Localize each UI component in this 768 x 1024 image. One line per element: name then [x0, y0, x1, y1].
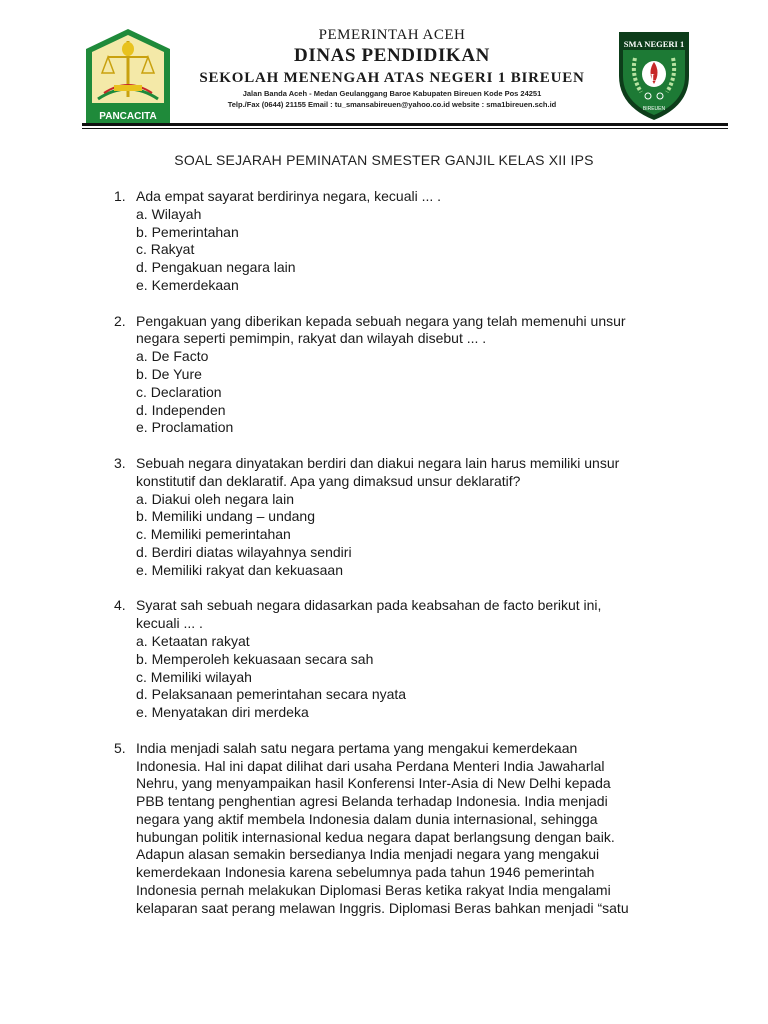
- question-text-line: Ada empat sayarat berdirinya negara, kecuali ... .: [136, 188, 442, 204]
- sma-negeri-1-shield-icon: [611, 26, 697, 122]
- question-text-line: India menjadi salah satu negara pertama yang mengakui kemerdekaan: [136, 739, 578, 756]
- answer-option: c. Declaration: [136, 383, 222, 400]
- school-contact: Telp./Fax (0644) 21155 Email : tu_smansabireuen@yahoo.co.id website : sma1bireuen.sch.id: [227, 100, 557, 109]
- answer-option: a. Ketaatan rakyat: [136, 632, 250, 649]
- answer-option: c. Rakyat: [136, 241, 195, 258]
- question-text-line: Syarat sah sebuah negara didasarkan pada keabsahan de facto berikut ini,: [136, 597, 602, 614]
- question-number: 4.: [114, 597, 126, 614]
- government-name: PEMERINTAH ACEH: [318, 27, 466, 43]
- question-item: [114, 740, 674, 918]
- letterhead: [0, 0, 768, 130]
- answer-option: d. Independen: [136, 401, 226, 418]
- pancacita-emblem-icon: [84, 27, 172, 123]
- question-text-line: Adapun alasan semakin bersedianya India menjadi negara yang mengakui: [136, 846, 600, 863]
- question-text-line: negara yang aktif membela Indonesia dalam dunia internasional, sehingga: [136, 810, 598, 827]
- letterhead-divider-thin: [82, 128, 728, 129]
- answer-option: e. Menyatakan diri merdeka: [136, 704, 309, 721]
- letterhead-divider-thick: [82, 123, 728, 126]
- question-body: [136, 313, 674, 438]
- letterhead-text: [180, 26, 604, 110]
- question-text-line: hubungan politik internasional kedua negara dapat berlangsung dengan baik.: [136, 828, 615, 845]
- answer-option: b. Pemerintahan: [136, 223, 239, 240]
- question-text-line: Nehru, yang menyampaikan hasil Konferensi Inter-Asia di New Delhi kepada: [136, 775, 611, 792]
- question-body: [136, 188, 674, 295]
- question-text-line: kemerdekaan Indonesia karena sebelumnya pada tahun 1946 pemerintah: [136, 864, 595, 881]
- question-number: 5.: [114, 739, 126, 756]
- answer-option: d. Pengakuan negara lain: [136, 259, 296, 276]
- answer-option: e. Proclamation: [136, 419, 234, 436]
- department-name: DINAS PENDIDIKAN: [294, 45, 490, 66]
- school-address: Jalan Banda Aceh - Medan Geulanggang Baroe Kabupaten Bireuen Kode Pos 24251: [242, 89, 542, 98]
- question-item: [114, 455, 674, 580]
- question-text-line: konstitutif dan deklaratif. Apa yang dimaksud unsur deklaratif?: [136, 472, 521, 489]
- answer-option: c. Memiliki pemerintahan: [136, 526, 291, 543]
- question-text-line: negara seperti pemimpin, rakyat dan wilayah disebut ... .: [136, 330, 487, 347]
- answer-option: e. Memiliki rakyat dan kekuasaan: [136, 561, 343, 578]
- answer-option: c. Memiliki wilayah: [136, 668, 252, 685]
- question-text-line: Indonesia. Hal ini dapat dilihat dari usaha Perdana Menteri India Jawaharlal: [136, 757, 605, 774]
- school-name: SEKOLAH MENENGAH ATAS NEGERI 1 BIREUEN: [199, 70, 585, 86]
- question-item: [114, 188, 674, 295]
- question-number: 2.: [114, 312, 126, 329]
- question-text-line: PBB tentang penghentian agresi Belanda terhadap Indonesia. India menjadi: [136, 793, 608, 810]
- answer-option: a. Diakui oleh negara lain: [136, 490, 294, 507]
- shield-bottom-text: BIREUEN: [642, 106, 666, 112]
- question-item: [114, 597, 674, 722]
- question-body: [136, 597, 674, 722]
- question-text-line: kecuali ... .: [136, 615, 203, 632]
- answer-option: b. De Yure: [136, 365, 202, 382]
- answer-option: d. Pelaksanaan pemerintahan secara nyata: [136, 686, 407, 703]
- question-text-line: Sebuah negara dinyatakan berdiri dan diakui negara lain harus memiliki unsur: [136, 454, 620, 471]
- question-number: 3.: [114, 454, 126, 471]
- question-list: [114, 188, 674, 935]
- pancacita-banner: PANCACITA: [99, 111, 157, 122]
- answer-option: a. Wilayah: [136, 205, 202, 222]
- answer-option: d. Berdiri diatas wilayahnya sendiri: [136, 543, 352, 560]
- question-number: 1.: [114, 188, 126, 204]
- question-body: [136, 740, 674, 918]
- question-body: [136, 455, 674, 580]
- answer-option: e. Kemerdekaan: [136, 276, 239, 293]
- question-item: [114, 313, 674, 438]
- answer-option: b. Memperoleh kekuasaan secara sah: [136, 650, 374, 667]
- question-text-line: Pengakuan yang diberikan kepada sebuah negara yang telah memenuhi unsur: [136, 312, 626, 329]
- svg-text:L: L: [650, 73, 658, 84]
- answer-option: b. Memiliki undang – undang: [136, 508, 316, 525]
- document-title: SOAL SEJARAH PEMINATAN SMESTER GANJIL KELAS XII IPS: [174, 152, 594, 168]
- question-text-line: kelaparan saat perang melawan Inggris. Diplomasi Beras bahkan menjadi “satu: [136, 899, 629, 916]
- shield-top-text: SMA NEGERI 1: [623, 39, 685, 49]
- answer-option: a. De Facto: [136, 348, 209, 365]
- question-text-line: Indonesia pernah melakukan Diplomasi Beras ketika rakyat India mengalami: [136, 882, 611, 899]
